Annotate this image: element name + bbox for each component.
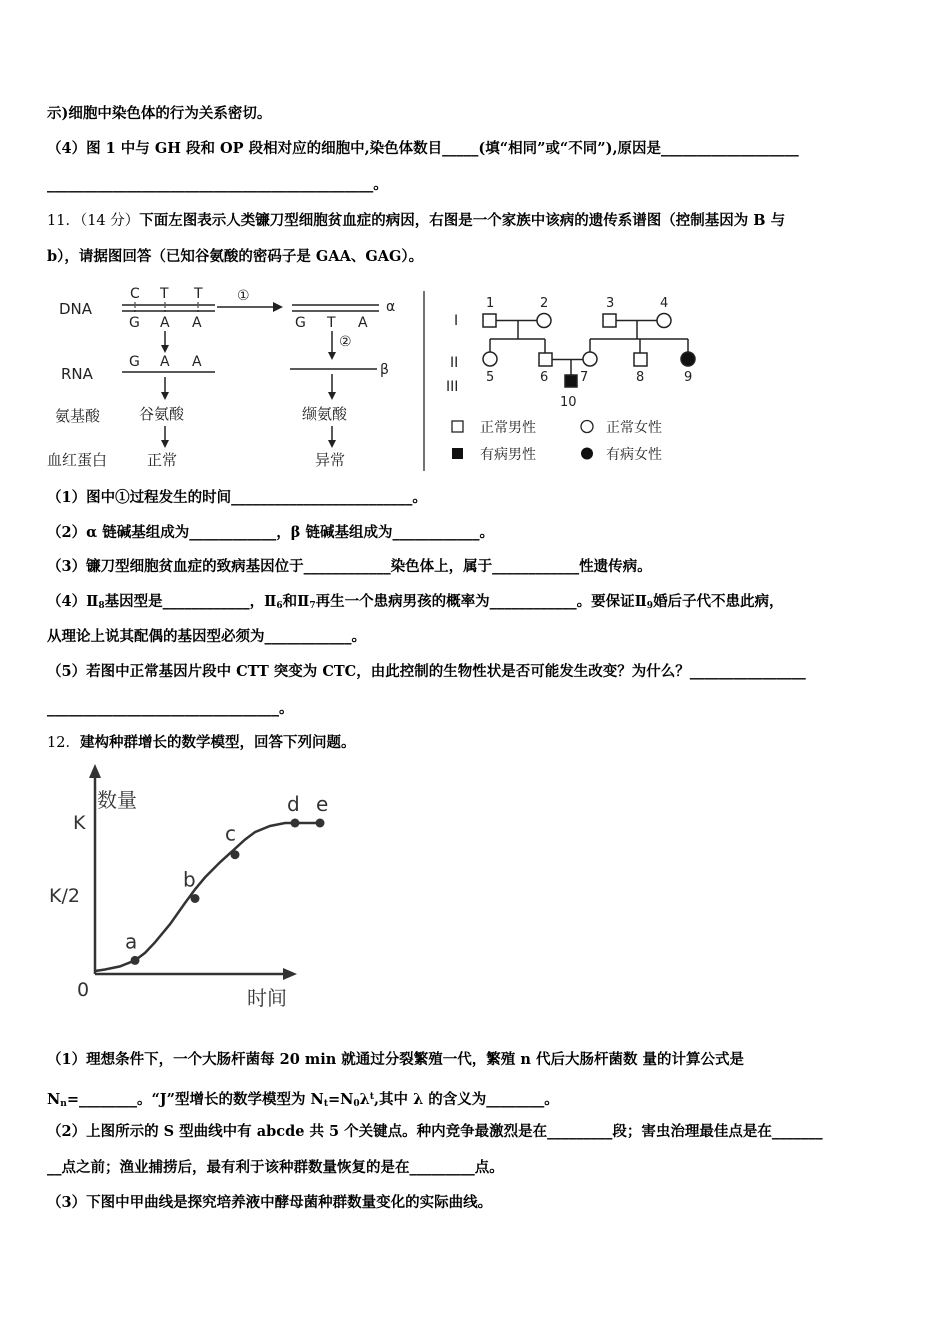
legend-affected-female-icon	[581, 448, 593, 460]
dna-top-base-1: C	[130, 286, 140, 302]
q10-4-answer-line: _____________________________________________。	[47, 176, 388, 193]
rna-base-1: G	[129, 354, 140, 370]
q12-number: 12．	[47, 735, 80, 751]
legend-affected-female: 有病女性	[606, 447, 662, 463]
id-10: 10	[560, 395, 577, 410]
individual-8	[634, 353, 647, 366]
dna-bottom-base-2: A	[160, 315, 170, 331]
individual-3	[603, 314, 616, 327]
hemoglobin-normal: 正常	[147, 451, 178, 469]
step-1-label: ①	[237, 288, 250, 304]
transcription-arrowhead	[161, 345, 169, 353]
curve-point-a	[131, 956, 140, 965]
q11-4-sub-2: 6	[276, 601, 283, 611]
dna-top-base-3: T	[194, 286, 203, 302]
q12-1-sup: t	[369, 1092, 374, 1102]
step-2-arrowhead	[328, 352, 336, 360]
individual-2	[537, 314, 551, 328]
beta-label: β	[380, 362, 389, 378]
q11-4-line-1	[47, 592, 784, 616]
curve-point-d	[291, 819, 300, 828]
rna-base-2: A	[160, 354, 170, 370]
x-axis-label: 时间	[247, 986, 287, 1010]
q12-3-line: （3）下图中甲曲线是探究培养液中酵母菌种群数量变化的实际曲线。	[47, 1194, 493, 1211]
q12-2-line-1: （2）上图所示的 S 型曲线中有 abcde 共 5 个关键点。种内竞争最激烈是在_________段；害虫治理最佳点是在_______	[47, 1123, 823, 1140]
x-axis-arrow	[283, 968, 297, 980]
curve-point-c	[231, 850, 240, 859]
id-1: 1	[486, 296, 495, 311]
individual-4	[657, 314, 671, 328]
y-tick-K-half: K/2	[49, 885, 80, 907]
id-2: 2	[540, 296, 549, 311]
q11-intro-text: 下面左图表示人类镰刀型细胞贫血症的病因，右图是一个家族中该病的遗传系谱图（控制基因为 B 与	[139, 212, 786, 229]
protein-arrowhead	[161, 440, 169, 448]
curve-point-b	[191, 894, 200, 903]
q11-intro-line-2: b），请据图回答（已知谷氨酸的密码子是 GAA、GAG）。	[47, 248, 424, 265]
id-3: 3	[606, 296, 615, 311]
mutation-arrowhead	[273, 302, 283, 312]
q12-1-sub-2: t	[323, 1099, 328, 1109]
curve-point-label-c: c	[225, 821, 236, 846]
legend-normal-male-icon	[452, 421, 463, 432]
q11-5-line-1: （5）若图中正常基因片段中 CTT 突变为 CTC，由此控制的生物性状是否可能发生改变？为什么？________________	[47, 663, 806, 680]
q12-1-sub-1: n	[60, 1099, 67, 1109]
generation-I: I	[454, 313, 459, 329]
y-tick-K: K	[73, 812, 86, 834]
individual-9	[681, 352, 695, 366]
y-axis-arrow	[89, 764, 101, 778]
q10-4-line: （4）图 1 中与 GH 段和 OP 段相对应的细胞中,染色体数目_____(填“相同”或“不同”),原因是___________________	[47, 140, 799, 157]
q11-4-part-5: 婚后子代不患此病，	[653, 593, 784, 610]
generation-II: II	[450, 355, 459, 371]
translation-arrowhead	[161, 392, 169, 400]
q11-4-part-1: （4）Ⅱ	[47, 593, 99, 610]
curve-point-e	[316, 819, 325, 828]
amino-acid-label: 氨基酸	[55, 407, 101, 425]
hemoglobin-label: 血红蛋白	[47, 451, 108, 469]
q11-4-sub-4: 9	[646, 601, 654, 611]
amino-acid-mutant: 缬氨酸	[302, 405, 348, 423]
step-2-label: ②	[339, 334, 352, 350]
pedigree-chart	[430, 281, 705, 471]
rna-base-3: A	[192, 354, 202, 370]
q12-1-part-2: =________。“J”型增长的数学模型为 N	[66, 1091, 324, 1108]
curve-point-label-b: b	[183, 867, 196, 892]
q11-5-line-2: ________________________________。	[47, 700, 294, 717]
q12-title-line	[47, 733, 355, 753]
q12-1-sub-3: 0	[353, 1099, 360, 1109]
q11-intro-line-1	[47, 211, 785, 231]
curve-point-label-a: a	[125, 929, 138, 954]
curve-point-label-e: e	[316, 792, 329, 816]
legend-affected-male-icon	[452, 448, 463, 459]
q11-4-part-3: 和Ⅱ	[282, 593, 310, 610]
q12-1-line-1: （1）理想条件下，一个大肠杆菌每 20 min 就通过分裂繁殖一代，繁殖 n 代后大肠杆菌数 量的计算公式是	[47, 1051, 744, 1068]
y-axis-label: 数量	[97, 788, 137, 812]
individual-6	[539, 353, 552, 366]
legend-normal-female-icon	[581, 421, 593, 433]
dna-top-base-2: T	[160, 286, 169, 302]
mutant-protein-arrowhead	[328, 440, 336, 448]
origin-label: 0	[77, 979, 90, 1001]
q11-number: 11．（14 分）	[47, 213, 140, 229]
legend-normal-female: 正常女性	[606, 420, 662, 436]
mutant-translation-arrowhead	[328, 392, 336, 400]
mutant-base-3: A	[358, 315, 368, 331]
q12-1-part-3: =N	[327, 1091, 354, 1108]
id-7: 7	[580, 370, 589, 385]
q11-3: （3）镰刀型细胞贫血症的致病基因位于____________染色体上，属于____________性遗传病。	[47, 558, 652, 575]
id-5: 5	[486, 370, 495, 385]
dna-label: DNA	[59, 300, 93, 318]
q11-4-part-2: 基因型是____________，Ⅱ	[104, 593, 277, 610]
q11-4-sub-3: 7	[309, 601, 316, 611]
hemoglobin-mutant: 异常	[315, 451, 346, 469]
id-8: 8	[636, 370, 645, 385]
legend-normal-male: 正常男性	[480, 420, 536, 436]
individual-7	[583, 352, 597, 366]
generation-III: III	[446, 379, 459, 395]
dna-mutation-figure	[47, 281, 425, 471]
legend-affected-male: 有病男性	[480, 447, 536, 463]
id-9: 9	[684, 370, 693, 385]
individual-10	[565, 375, 577, 387]
q11-4-line-2: 从理论上说其配偶的基因型必须为____________。	[47, 628, 366, 645]
mutant-base-2: T	[327, 315, 336, 331]
curve-point-label-d: d	[287, 792, 300, 816]
individual-1	[483, 314, 496, 327]
q12-1-line-2	[47, 1087, 559, 1114]
q12-1-part-4: λ	[359, 1091, 370, 1108]
amino-acid-normal: 谷氨酸	[139, 405, 185, 423]
rna-label: RNA	[61, 365, 93, 383]
text-line-1: 示)细胞中染色体的行为关系密切。	[47, 105, 272, 122]
q12-1-part-1: N	[47, 1091, 61, 1108]
q11-2: （2）α 链碱基组成为____________，β 链碱基组成为____________。	[47, 524, 494, 541]
id-4: 4	[660, 296, 669, 311]
q12-2-line-2: __点之前；渔业捕捞后，最有利于该种群数量恢复的是在_________点。	[47, 1159, 504, 1176]
dna-bottom-base-3: A	[192, 315, 202, 331]
q12-1-part-5: ,其中 λ 的含义为________。	[374, 1091, 559, 1108]
q11-4-sub-1: 8	[98, 601, 105, 611]
q11-1: （1）图中①过程发生的时间_________________________。	[47, 489, 427, 506]
s-curve-chart	[47, 760, 329, 1020]
mutant-base-1: G	[295, 315, 306, 331]
dna-bottom-base-1: G	[129, 315, 140, 331]
q12-title: 建构种群增长的数学模型，回答下列问题。	[79, 734, 356, 751]
q11-4-part-4: 再生一个患病男孩的概率为____________。要保证Ⅱ	[315, 593, 647, 610]
alpha-label: α	[386, 299, 396, 315]
id-6: 6	[540, 370, 549, 385]
individual-5	[483, 352, 497, 366]
